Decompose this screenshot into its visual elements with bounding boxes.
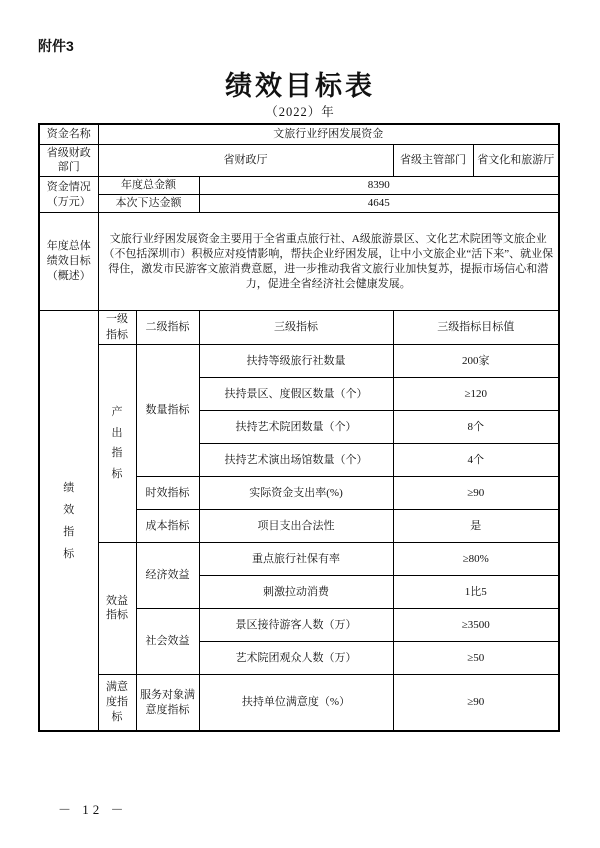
- indicator-name: 项目支出合法性: [199, 509, 393, 542]
- level1-output: [98, 344, 136, 542]
- table-row: [39, 195, 559, 213]
- level2-social: 社会效益: [136, 608, 199, 674]
- provincial-finance-label: 省级财政部门: [39, 144, 98, 177]
- indicator-target: ≥120: [393, 377, 559, 410]
- table-row: [39, 542, 559, 575]
- annual-total-value: 8390: [199, 177, 559, 195]
- indicators-section-text: 绩效指标: [63, 481, 75, 560]
- indicator-name: 重点旅行社保有率: [199, 542, 393, 575]
- indicator-name: 艺术院团观众人数（万）: [199, 641, 393, 674]
- competent-dept-value: 省文化和旅游厅: [473, 144, 559, 177]
- level1-satisfaction: 满意度指标: [98, 674, 136, 731]
- table-row: [39, 311, 559, 345]
- indicator-name: 实际资金支出率(%): [199, 476, 393, 509]
- indicator-target: ≥3500: [393, 608, 559, 641]
- indicator-target: ≥50: [393, 641, 559, 674]
- year-subtitle: （2022）年: [265, 105, 335, 119]
- level1-output-text: 产出指标: [111, 405, 123, 481]
- indicator-name: 刺激拉动消费: [199, 575, 393, 608]
- level2-timeliness: 时效指标: [136, 476, 199, 509]
- indicator-target: 1比5: [393, 575, 559, 608]
- header-level2: 二级指标: [136, 311, 199, 345]
- table-row: [39, 344, 559, 377]
- level1-benefit: 效益指标: [98, 542, 136, 674]
- annual-goal-text: 文旅行业纾困发展资金主要用于全省重点旅行社、A级旅游景区、文化艺术院团等文旅企业（不包括深圳市）积极应对疫情影响，帮扶企业纾困发展，让中小文旅企业“活下来”、就业保得住，激发市民游客文旅消费意愿，进一步推动我省文旅行业加快复苏，提振市场信心和潜力，促进全省经济社会健康发展。: [98, 213, 559, 311]
- header-level3: 三级指标: [199, 311, 393, 345]
- indicator-target: 4个: [393, 443, 559, 476]
- indicator-target: 200家: [393, 344, 559, 377]
- level2-cost: 成本指标: [136, 509, 199, 542]
- level2-service: 服务对象满意度指标: [136, 674, 199, 731]
- table-row: [39, 213, 559, 311]
- fund-name-value: 文旅行业纾困发展资金: [98, 124, 559, 144]
- header-target: 三级指标目标值: [393, 311, 559, 345]
- table-row: [39, 124, 559, 144]
- indicator-target: ≥90: [393, 674, 559, 731]
- performance-target-table: [38, 123, 560, 732]
- current-issued-label: 本次下达金额: [98, 195, 199, 213]
- annual-total-label: 年度总金额: [98, 177, 199, 195]
- indicator-name: 扶持艺术演出场馆数量（个）: [199, 443, 393, 476]
- fund-status-label: 资金情况（万元）: [39, 177, 98, 213]
- indicators-section-label: [39, 311, 98, 732]
- table-row: [39, 674, 559, 731]
- level2-quantity: 数量指标: [136, 344, 199, 476]
- annual-goal-label: 年度总体绩效目标（概述）: [39, 213, 98, 311]
- indicator-target: ≥80%: [393, 542, 559, 575]
- indicator-name: 景区接待游客人数（万）: [199, 608, 393, 641]
- indicator-name: 扶持景区、度假区数量（个）: [199, 377, 393, 410]
- header-level1: [98, 311, 136, 345]
- fund-name-label: 资金名称: [39, 124, 98, 144]
- header-level1-text: 一级指标: [105, 313, 128, 341]
- indicator-target: ≥90: [393, 476, 559, 509]
- indicator-target: 是: [393, 509, 559, 542]
- level2-economic: 经济效益: [136, 542, 199, 608]
- indicator-name: 扶持单位满意度（%）: [199, 674, 393, 731]
- indicator-target: 8个: [393, 410, 559, 443]
- competent-dept-label: 省级主管部门: [393, 144, 473, 177]
- page-title: 绩效目标表: [225, 71, 375, 101]
- indicator-name: 扶持艺术院团数量（个）: [199, 410, 393, 443]
- indicator-name: 扶持等级旅行社数量: [199, 344, 393, 377]
- table-row: [39, 144, 559, 177]
- provincial-finance-value: 省财政厅: [98, 144, 393, 177]
- attachment-label: 附件3: [38, 38, 74, 54]
- page-number: － 12 －: [58, 802, 128, 817]
- current-issued-value: 4645: [199, 195, 559, 213]
- table-row: [39, 177, 559, 195]
